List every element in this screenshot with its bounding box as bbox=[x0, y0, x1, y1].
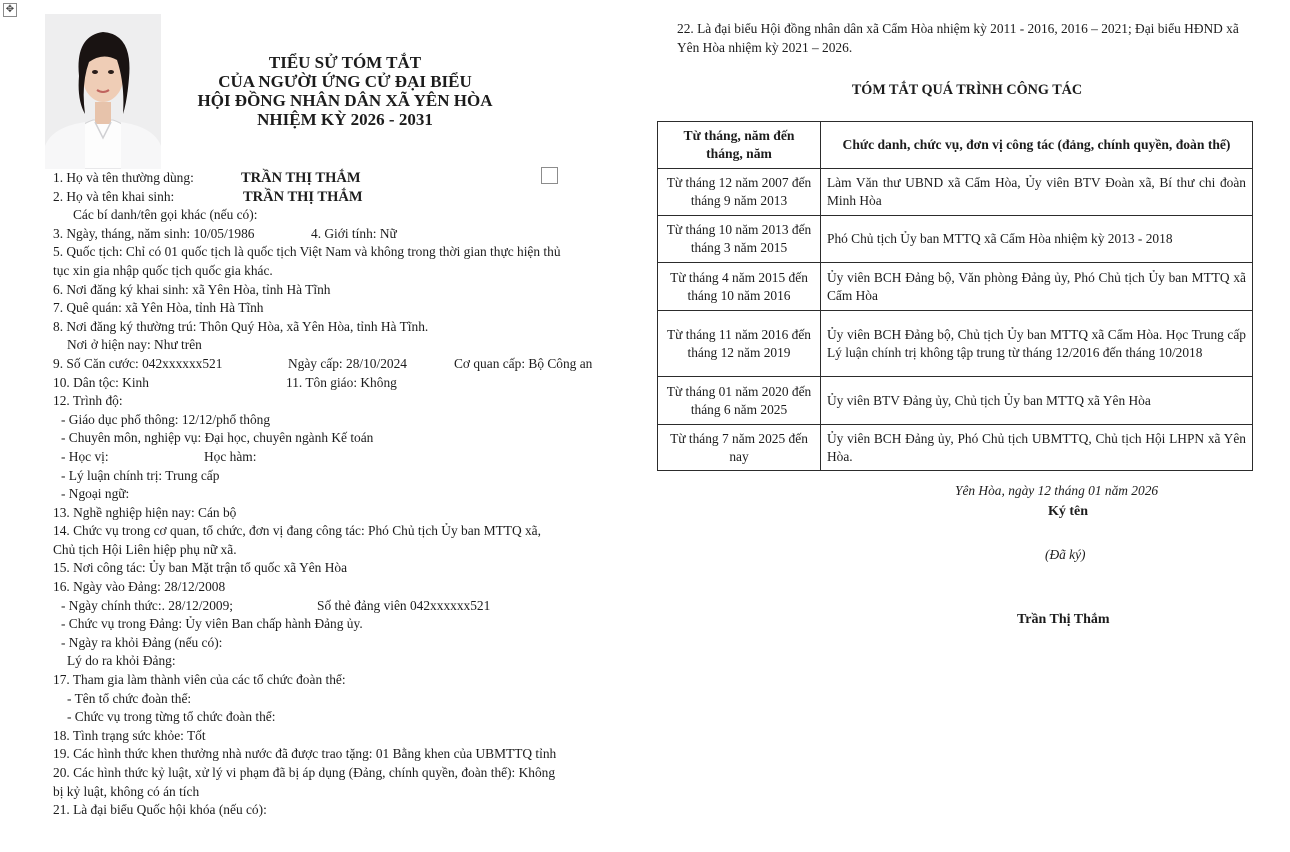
bio-line-6: 6. Nơi đăng ký khai sinh: xã Yên Hòa, tỉnh Hà Tĩnh bbox=[53, 281, 331, 297]
row-desc: Ủy viên BTV Đảng ủy, Chủ tịch Ủy ban MTTQ xã Yên Hòa bbox=[821, 377, 1253, 425]
bio-line-5b: tục xin gia nhập quốc tịch quốc gia khác. bbox=[53, 262, 273, 278]
bio-line-12c bbox=[53, 448, 643, 467]
document-title bbox=[170, 53, 520, 129]
academic-title-label: Học hàm: bbox=[204, 448, 257, 464]
bio-line-17a: - Tên tổ chức đoàn thể: bbox=[67, 690, 192, 706]
bio-line-3-4 bbox=[53, 225, 643, 244]
signer-name: Trần Thị Thắm bbox=[1017, 612, 1110, 627]
id-issue-agency: Cơ quan cấp: Bộ Công an bbox=[454, 355, 593, 371]
degree-label: - Học vị: bbox=[61, 448, 109, 464]
signature-note: (Đã ký) bbox=[1045, 547, 1086, 562]
career-section-title: TÓM TẮT QUÁ TRÌNH CÔNG TÁC bbox=[851, 82, 1083, 98]
title-line-2: CỦA NGƯỜI ỨNG CỬ ĐẠI BIỂU bbox=[218, 72, 472, 91]
col-period-header: Từ tháng, năm đến tháng, năm bbox=[658, 122, 821, 169]
portrait-photo bbox=[45, 14, 161, 169]
bio-line-21: 21. Là đại biểu Quốc hội khóa (nếu có): bbox=[53, 802, 267, 818]
row-period: Từ tháng 12 năm 2007 đến tháng 9 năm 2013 bbox=[658, 169, 821, 216]
birth-name-label: 2. Họ và tên khai sinh: bbox=[53, 188, 175, 204]
bio-line-13: 13. Nghề nghiệp hiện nay: Cán bộ bbox=[53, 504, 237, 520]
row-desc: Làm Văn thư UBND xã Cẩm Hòa, Ủy viên BTV Đoàn xã, Bí thư chi đoàn Minh Hòa bbox=[821, 169, 1253, 216]
row-desc: Phó Chủ tịch Ủy ban MTTQ xã Cẩm Hòa nhiệm kỳ 2013 - 2018 bbox=[821, 216, 1253, 263]
bio-line-14b: Chủ tịch Hội Liên hiệp phụ nữ xã. bbox=[53, 541, 237, 557]
bio-line-10-11 bbox=[53, 374, 643, 393]
table-row bbox=[658, 263, 1253, 311]
bio-line-2 bbox=[53, 188, 643, 207]
bio-line-8b: Nơi ở hiện nay: Như trên bbox=[67, 337, 202, 353]
career-table bbox=[657, 121, 1253, 471]
table-move-handle-icon[interactable]: ✥ bbox=[3, 3, 17, 17]
col-title-header: Chức danh, chức vụ, đơn vị công tác (đảng, chính quyền, đoàn thể) bbox=[821, 122, 1253, 169]
gender: 4. Giới tính: Nữ bbox=[311, 225, 397, 241]
bio-line-16b: - Chức vụ trong Đảng: Ủy viên Ban chấp hành Đảng ủy. bbox=[61, 616, 363, 632]
bio-line-12b: - Chuyên môn, nghiệp vụ: Đại học, chuyên ngành Kế toán bbox=[61, 430, 374, 446]
career-table-header bbox=[658, 122, 1253, 169]
title-line-4: NHIỆM KỲ 2026 - 2031 bbox=[257, 110, 433, 129]
bio-line-20a: 20. Các hình thức kỷ luật, xử lý vi phạm đã bị áp dụng (Đảng, chính quyền, đoàn thể): Không bbox=[53, 765, 556, 780]
row-period: Từ tháng 10 năm 2013 đến tháng 3 năm 2015 bbox=[658, 216, 821, 263]
row-period: Từ tháng 11 năm 2016 đến tháng 12 năm 2019 bbox=[658, 311, 821, 377]
title-line-1: TIỂU SỬ TÓM TẮT bbox=[268, 53, 422, 72]
bio-line-12: 12. Trình độ: bbox=[53, 393, 123, 409]
official-date: - Ngày chính thức:. 28/12/2009; bbox=[61, 597, 234, 613]
id-number: 9. Số Căn cước: 042xxxxxx521 bbox=[53, 355, 223, 371]
bio-line-9 bbox=[53, 355, 643, 374]
signature-label: Ký tên bbox=[1048, 504, 1089, 519]
bio-line-12a: - Giáo dục phổ thông: 12/12/phổ thông bbox=[61, 411, 271, 427]
row-period: Từ tháng 7 năm 2025 đến nay bbox=[658, 425, 821, 471]
row-desc: Ủy viên BCH Đảng ủy, Phó Chủ tịch UBMTTQ, Chủ tịch Hội LHPN xã Yên Hòa. bbox=[821, 425, 1253, 471]
row-desc: Ủy viên BCH Đảng bộ, Chủ tịch Ủy ban MTTQ xã Cẩm Hòa. Học Trung cấp Lý luận chính trị không tập trung từ tháng 12/2016 đến tháng 10/2018 bbox=[821, 311, 1253, 377]
bio-line-17: 17. Tham gia làm thành viên của các tổ chức đoàn thể: bbox=[53, 672, 346, 688]
bio-line-17b: - Chức vụ trong từng tổ chức đoàn thể: bbox=[67, 709, 276, 725]
birth-name-value: TRẦN THỊ THẮM bbox=[243, 188, 363, 205]
signature-place-date: Yên Hòa, ngày 12 tháng 01 năm 2026 bbox=[955, 483, 1159, 498]
religion: 11. Tôn giáo: Không bbox=[286, 374, 397, 390]
bio-section bbox=[53, 169, 643, 820]
common-name-label: 1. Họ và tên thường dùng: bbox=[53, 170, 194, 185]
bio-line-20b: bị kỷ luật, không có án tích bbox=[53, 783, 200, 799]
bio-line-8: 8. Nơi đăng ký thường trú: Thôn Quý Hòa, xã Yên Hòa, tỉnh Hà Tĩnh. bbox=[53, 318, 429, 334]
table-row bbox=[658, 216, 1253, 263]
ethnicity: 10. Dân tộc: Kinh bbox=[53, 374, 149, 390]
table-row bbox=[658, 169, 1253, 216]
bio-line-2b: Các bí danh/tên gọi khác (nếu có): bbox=[73, 207, 258, 223]
bio-line-12d: - Lý luận chính trị: Trung cấp bbox=[61, 467, 220, 483]
bio-line-15: 15. Nơi công tác: Ủy ban Mặt trận tổ quốc xã Yên Hòa bbox=[53, 560, 348, 576]
bio-line-16a bbox=[53, 597, 643, 616]
bio-line-12e: - Ngoại ngữ: bbox=[61, 486, 130, 502]
common-name-value: TRẦN THỊ THẮM bbox=[241, 170, 361, 186]
bio-line-19: 19. Các hình thức khen thưởng nhà nước đã được trao tặng: 01 Bằng khen của UBMTTQ tỉnh bbox=[53, 746, 557, 762]
id-issue-date: Ngày cấp: 28/10/2024 bbox=[288, 355, 408, 371]
party-card-number: Số thẻ đảng viên 042xxxxxx521 bbox=[317, 597, 491, 613]
table-row bbox=[658, 425, 1253, 471]
bio-line-16: 16. Ngày vào Đảng: 28/12/2008 bbox=[53, 579, 226, 595]
bio-line-7: 7. Quê quán: xã Yên Hòa, tỉnh Hà Tĩnh bbox=[53, 300, 264, 316]
row-desc: Ủy viên BCH Đảng bộ, Văn phòng Đảng ủy, Phó Chủ tịch Ủy ban MTTQ xã Cẩm Hòa bbox=[821, 263, 1253, 311]
bio-line-14a: 14. Chức vụ trong cơ quan, tổ chức, đơn vị đang công tác: Phó Chủ tịch Ủy ban MTTQ xã, bbox=[53, 523, 541, 539]
bio-line-1 bbox=[53, 169, 643, 188]
bio-line-18: 18. Tình trạng sức khỏe: Tốt bbox=[53, 727, 206, 743]
bio-line-5a: 5. Quốc tịch: Chỉ có 01 quốc tịch là quốc tịch Việt Nam và không trong thời gian thực hiện thủ bbox=[53, 244, 561, 260]
row-period: Từ tháng 01 năm 2020 đến tháng 6 năm 2025 bbox=[658, 377, 821, 425]
table-row bbox=[658, 311, 1253, 377]
birth-date: 3. Ngày, tháng, năm sinh: 10/05/1986 bbox=[53, 225, 255, 241]
row-period: Từ tháng 4 năm 2015 đến tháng 10 năm 2016 bbox=[658, 263, 821, 311]
bio-line-16c: - Ngày ra khỏi Đảng (nếu có): bbox=[61, 634, 223, 650]
title-line-3: HỘI ĐỒNG NHÂN DÂN XÃ YÊN HÒA bbox=[197, 91, 493, 110]
bio-line-22: 22. Là đại biểu Hội đồng nhân dân xã Cẩm Hòa nhiệm kỳ 2011 - 2016, 2016 – 2021; Đại biểu HĐND xã Yên Hòa nhiệm kỳ 2021 – 2026. bbox=[677, 21, 1239, 55]
bio-line-16d: Lý do ra khỏi Đảng: bbox=[67, 653, 176, 669]
table-row bbox=[658, 377, 1253, 425]
